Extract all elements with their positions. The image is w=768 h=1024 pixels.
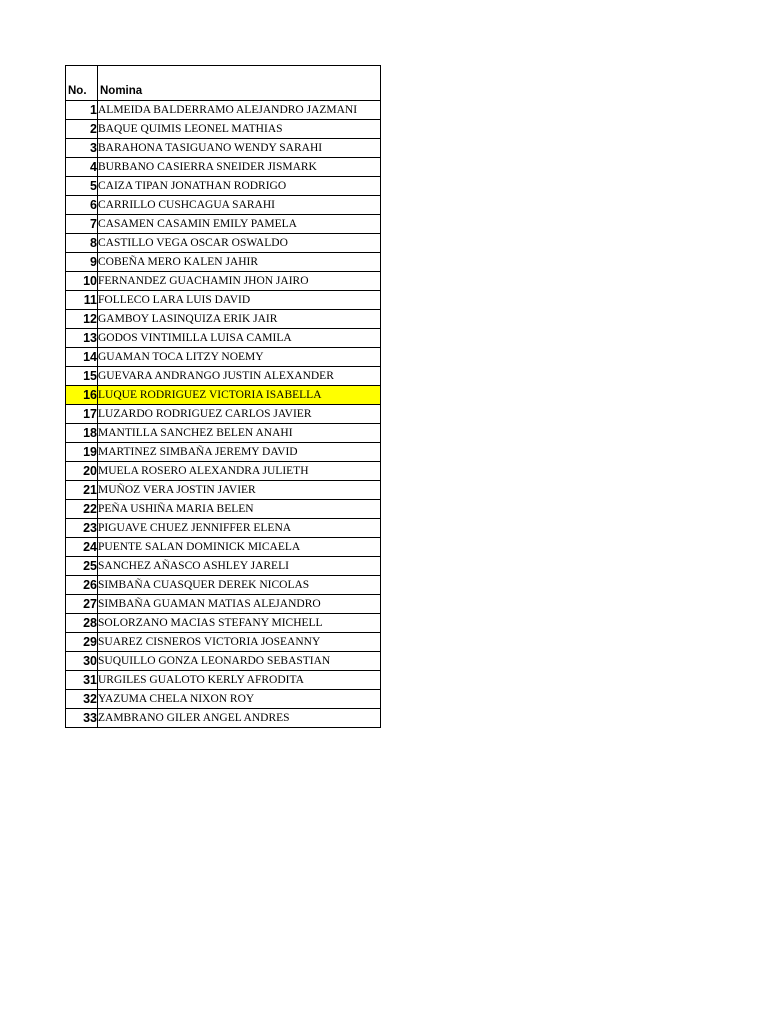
table-row [66,709,381,728]
row-number: 8 [66,234,98,253]
student-name: GUEVARA ANDRANGO JUSTIN ALEXANDER [98,367,381,386]
row-number: 17 [66,405,98,424]
table-row [66,310,381,329]
row-number: 4 [66,158,98,177]
row-number: 15 [66,367,98,386]
student-name: MARTINEZ SIMBAÑA JEREMY DAVID [98,443,381,462]
table-row [66,671,381,690]
roster-table [65,65,381,728]
table-row [66,215,381,234]
row-number: 30 [66,652,98,671]
table-row [66,101,381,120]
table-row [66,234,381,253]
student-name: SIMBAÑA CUASQUER DEREK NICOLAS [98,576,381,595]
table-row-highlighted [66,386,381,405]
table-row [66,367,381,386]
student-name: SUAREZ CISNEROS VICTORIA JOSEANNY [98,633,381,652]
table-row [66,348,381,367]
row-number: 28 [66,614,98,633]
row-number: 29 [66,633,98,652]
row-number: 20 [66,462,98,481]
student-name: LUQUE RODRIGUEZ VICTORIA ISABELLA [98,386,381,405]
row-number: 10 [66,272,98,291]
table-row [66,614,381,633]
student-name: URGILES GUALOTO KERLY AFRODITA [98,671,381,690]
student-name: FOLLECO LARA LUIS DAVID [98,291,381,310]
table-row [66,272,381,291]
student-name: SIMBAÑA GUAMAN MATIAS ALEJANDRO [98,595,381,614]
student-name: CASTILLO VEGA OSCAR OSWALDO [98,234,381,253]
row-number: 2 [66,120,98,139]
student-name: GODOS VINTIMILLA LUISA CAMILA [98,329,381,348]
table-row [66,557,381,576]
student-name: GUAMAN TOCA LITZY NOEMY [98,348,381,367]
row-number: 3 [66,139,98,158]
row-number: 33 [66,709,98,728]
student-name: BARAHONA TASIGUANO WENDY SARAHI [98,139,381,158]
row-number: 27 [66,595,98,614]
table-row [66,291,381,310]
student-name: PEÑA USHIÑA MARIA BELEN [98,500,381,519]
header-nomina: Nomina [98,66,381,101]
row-number: 12 [66,310,98,329]
table-row [66,500,381,519]
student-name: CASAMEN CASAMIN EMILY PAMELA [98,215,381,234]
table-row [66,443,381,462]
student-name: PUENTE SALAN DOMINICK MICAELA [98,538,381,557]
table-row [66,253,381,272]
row-number: 19 [66,443,98,462]
student-name: FERNANDEZ GUACHAMIN JHON JAIRO [98,272,381,291]
row-number: 9 [66,253,98,272]
row-number: 23 [66,519,98,538]
student-name: BURBANO CASIERRA SNEIDER JISMARK [98,158,381,177]
table-row [66,462,381,481]
table-row [66,177,381,196]
row-number: 7 [66,215,98,234]
table-row [66,405,381,424]
row-number: 22 [66,500,98,519]
table-row [66,690,381,709]
table-body [66,101,381,728]
table-row [66,519,381,538]
table-row [66,576,381,595]
header-row [66,66,381,101]
student-name: SANCHEZ AÑASCO ASHLEY JARELI [98,557,381,576]
table-row [66,633,381,652]
row-number: 14 [66,348,98,367]
row-number: 18 [66,424,98,443]
row-number: 13 [66,329,98,348]
student-name: MUÑOZ VERA JOSTIN JAVIER [98,481,381,500]
student-name: BAQUE QUIMIS LEONEL MATHIAS [98,120,381,139]
table-row [66,481,381,500]
table-row [66,120,381,139]
row-number: 16 [66,386,98,405]
student-name: MUELA ROSERO ALEXANDRA JULIETH [98,462,381,481]
row-number: 1 [66,101,98,120]
table-row [66,158,381,177]
student-name: COBEÑA MERO KALEN JAHIR [98,253,381,272]
student-name: GAMBOY LASINQUIZA ERIK JAIR [98,310,381,329]
row-number: 21 [66,481,98,500]
table-row [66,424,381,443]
student-name: ALMEIDA BALDERRAMO ALEJANDRO JAZMANI [98,101,381,120]
row-number: 25 [66,557,98,576]
row-number: 26 [66,576,98,595]
table-row [66,538,381,557]
student-name: SUQUILLO GONZA LEONARDO SEBASTIAN [98,652,381,671]
table-row [66,652,381,671]
table-row [66,595,381,614]
row-number: 6 [66,196,98,215]
student-name: CAIZA TIPAN JONATHAN RODRIGO [98,177,381,196]
student-name: LUZARDO RODRIGUEZ CARLOS JAVIER [98,405,381,424]
row-number: 11 [66,291,98,310]
row-number: 31 [66,671,98,690]
student-name: SOLORZANO MACIAS STEFANY MICHELL [98,614,381,633]
student-name: MANTILLA SANCHEZ BELEN ANAHI [98,424,381,443]
table-row [66,196,381,215]
student-name: PIGUAVE CHUEZ JENNIFFER ELENA [98,519,381,538]
row-number: 5 [66,177,98,196]
student-name: ZAMBRANO GILER ANGEL ANDRES [98,709,381,728]
row-number: 32 [66,690,98,709]
student-name: YAZUMA CHELA NIXON ROY [98,690,381,709]
table-row [66,139,381,158]
table-row [66,329,381,348]
header-number: No. [66,66,98,101]
row-number: 24 [66,538,98,557]
table-header [66,66,381,101]
student-name: CARRILLO CUSHCAGUA SARAHI [98,196,381,215]
